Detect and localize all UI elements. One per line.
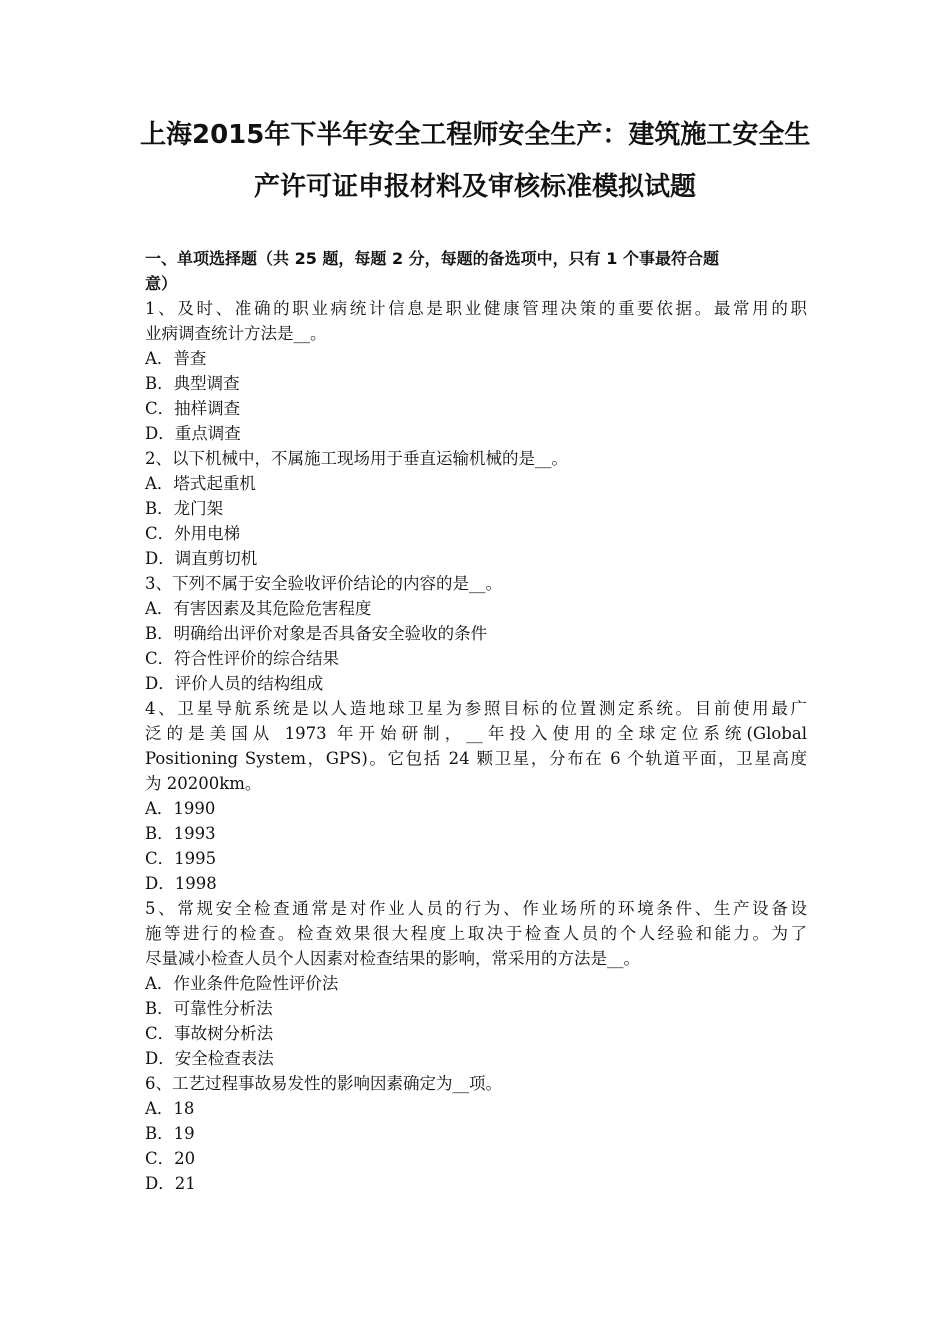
question-4-option-b: B．1993 [145, 824, 216, 843]
question-4-option-d: D．1998 [145, 874, 217, 893]
document-title-line-1: 上海2015年下半年安全工程师安全生产：建筑施工安全生 [140, 120, 811, 150]
question-1-option-c: C．抽样调查 [145, 399, 241, 418]
question-6 [145, 1071, 807, 1196]
question-4-text-line-2: 泛的是美国从 1973 年开始研制，__年投入使用的全球定位系统(Global [145, 724, 807, 743]
question-1-option-b: B．典型调查 [145, 374, 240, 393]
question-6-text-line-1: 6、工艺过程事故易发性的影响因素确定为__项。 [145, 1074, 502, 1093]
question-3-option-b: B．明确给出评价对象是否具备安全验收的条件 [145, 624, 488, 643]
question-5 [145, 896, 807, 1071]
question-4-text-line-1: 4、卫星导航系统是以人造地球卫星为参照目标的位置测定系统。目前使用最广 [145, 699, 807, 718]
question-5-option-d: D．安全检查表法 [145, 1049, 274, 1068]
question-4-option-a: A．1990 [145, 799, 216, 818]
question-2-option-d: D．调直剪切机 [145, 549, 258, 568]
question-2-option-a: A．塔式起重机 [145, 474, 256, 493]
document-body [145, 246, 807, 1196]
question-1-text-line-1: 1、及时、准确的职业病统计信息是职业健康管理决策的重要依据。最常用的职 [145, 299, 807, 318]
question-5-text-line-1: 5、常规安全检查通常是对作业人员的行为、作业场所的环境条件、生产设备设 [145, 899, 807, 918]
section-heading-line-1: 一、单项选择题（共 25 题，每题 2 分，每题的备选项中，只有 1 个事最符合题 [145, 249, 719, 268]
question-5-option-c: C．事故树分析法 [145, 1024, 274, 1043]
question-2-option-b: B．龙门架 [145, 499, 224, 518]
question-3-option-c: C．符合性评价的综合结果 [145, 649, 340, 668]
question-4 [145, 696, 807, 896]
question-1 [145, 296, 807, 446]
question-3 [145, 571, 807, 696]
question-5-text-line-3: 尽量减小检查人员个人因素对检查结果的影响，常采用的方法是__。 [145, 949, 640, 968]
question-5-text-line-2: 施等进行的检查。检查效果很大程度上取决于检查人员的个人经验和能力。为了 [145, 924, 807, 943]
question-4-option-c: C．1995 [145, 849, 217, 868]
question-1-option-d: D．重点调查 [145, 424, 241, 443]
question-6-option-b: B．19 [145, 1124, 195, 1143]
question-2-option-c: C．外用电梯 [145, 524, 241, 543]
question-2-text-line-1: 2、以下机械中，不属施工现场用于垂直运输机械的是__。 [145, 449, 568, 468]
question-1-text-line-2: 业病调查统计方法是__。 [145, 324, 327, 343]
question-2 [145, 446, 807, 571]
section-heading-line-2: 意） [145, 274, 178, 293]
question-3-option-a: A．有害因素及其危险危害程度 [145, 599, 372, 618]
question-5-option-a: A．作业条件危险性评价法 [145, 974, 339, 993]
question-5-option-b: B．可靠性分析法 [145, 999, 273, 1018]
question-6-option-c: C．20 [145, 1149, 196, 1168]
question-1-option-a: A．普查 [145, 349, 207, 368]
question-4-text-line-4: 为 20200km。 [145, 774, 262, 793]
question-4-text-line-3: Positioning System，GPS)。它包括 24 颗卫星，分布在 6 个轨道平面，卫星高度 [145, 749, 807, 768]
question-6-option-a: A．18 [145, 1099, 195, 1118]
document-title-line-2: 产许可证申报材料及审核标准模拟试题 [253, 172, 696, 202]
question-6-option-d: D．21 [145, 1174, 196, 1193]
question-3-text-line-1: 3、下列不属于安全验收评价结论的内容的是__。 [145, 574, 502, 593]
question-3-option-d: D．评价人员的结构组成 [145, 674, 324, 693]
